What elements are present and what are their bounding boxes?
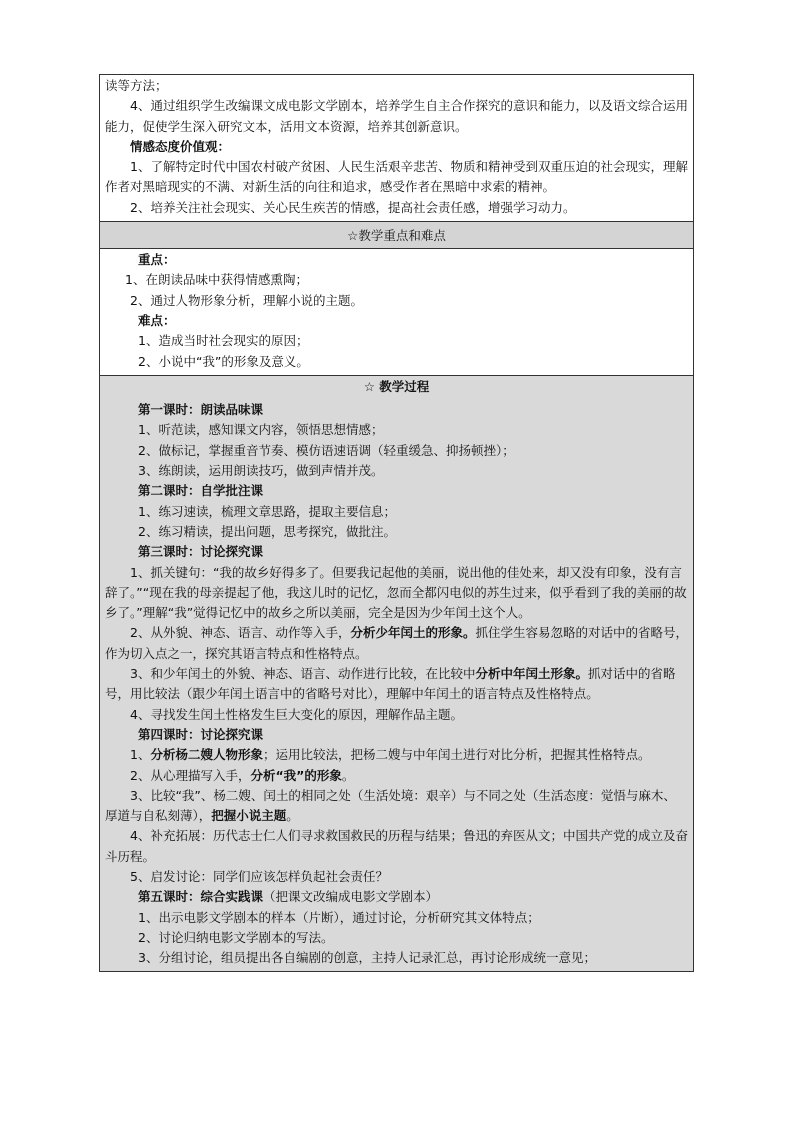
lesson-step: 1、练习速读，梳理文章思路，提取主要信息； — [138, 503, 396, 519]
lesson-step: 5、启发讨论：同学们应该怎样负起社会责任？ — [130, 868, 388, 884]
lesson-step: 3、和少年闰土的外貌、神态、语言、动作进行比较，在比较中分析中年闰土形象。抓对话中的省略号，用比较法（跟少年闰土语言中的省略号对比），理解中年闰土的语言特点及性格特点。 — [105, 666, 676, 702]
lesson-step: 1、分析杨二嫂人物形象；运用比较法，把杨二嫂与中年闰土进行对比分析，把握其性格特点。 — [130, 747, 651, 763]
difficulty-item: 2、小说中“我”的形象及意义。 — [138, 353, 309, 369]
emphasis: 分析“我”的形象 — [250, 767, 342, 783]
lesson-plan-table — [99, 74, 694, 972]
lesson-3-title: 第三课时：讨论探究课 — [138, 544, 264, 560]
lesson-step: 1、出示电影文学剧本的样本（片断），通过讨论，分析研究其文体特点； — [138, 909, 540, 925]
lesson-5-title: 第五课时：综合实践课（把课文改编成电影文学剧本） — [138, 889, 439, 905]
focus-item: 2、通过人物形象分析，理解小说的主题。 — [130, 292, 363, 308]
lesson-step: 2、从外貌、神态、语言、动作等入手，分析少年闰土的形象。抓住学生容易忽略的对话中的省略号，作为切入点之一，探究其语言特点和性格特点。 — [105, 625, 688, 661]
lesson-step: 2、从心理描写入手，分析“我”的形象。 — [130, 767, 355, 783]
lesson-step: 3、比较“我”、杨二嫂、闰土的相同之处（生活处境：艰辛）与不同之处（生活态度：觉悟与麻木、厚道与自私刻薄），把握小说主题。 — [105, 787, 676, 824]
emphasis: 分析少年闰土的形象。 — [350, 625, 476, 641]
lesson-step: 3、练朗读，运用朗读技巧，做到声情并茂。 — [138, 463, 384, 479]
lesson-step: 2、做标记，掌握重音节奏、模仿语速语调（轻重缓急、抑扬顿挫）； — [138, 442, 515, 458]
lesson-step: 2、练习精读，提出问题，思考探究，做批注。 — [138, 523, 396, 539]
lesson-step: 1、听范读，感知课文内容，领悟思想情感； — [138, 422, 384, 438]
key-points-header: ☆教学重点和难点 — [100, 222, 693, 249]
lesson-step: 2、讨论归纳电影文学剧本的写法。 — [138, 929, 334, 945]
emphasis: 分析中年闰土形象。 — [475, 666, 588, 682]
objective-line: 4、通过组织学生改编课文成电影文学剧本，培养学生自主合作探究的意识和能力，以及语文综合运用能力，促使学生深入研究文本，活用文本资源，培养其创新意识。 — [105, 98, 688, 134]
lesson-step: 4、寻找发生闰土性格发生巨大变化的原因，理解作品主题。 — [130, 706, 463, 722]
values-title: 情感态度价值观： — [130, 138, 231, 154]
difficulty-title: 难点： — [138, 312, 176, 328]
lesson-step: 4、补充拓展：历代志士仁人们寻求救国救民的历程与结果；鲁迅的弃医从文；中国共产党的成立及奋斗历程。 — [105, 828, 688, 864]
key-points-section — [100, 249, 693, 376]
lesson-step: 1、抓关键句：“我的故乡好得多了。但要我记起他的美丽，说出他的佳处来，却又没有印象，没有言辞了。”“现在我的母亲提起了他，我这儿时的记忆，忽而全都闪电似的苏生过来，似乎看到了我的美丽的故乡了。”理解“我”觉得记忆中的故乡之所以美丽，完全是因为少年闰土这个人。 — [105, 564, 687, 621]
emphasis: 分析杨二嫂人物形象 — [150, 747, 263, 763]
objective-line: 读等方法； — [105, 78, 168, 93]
objective-line: 2、培养关注社会现实、关心民生疾苦的情感，提高社会责任感，增强学习动力。 — [130, 199, 576, 215]
process-header: ☆ 教学过程 — [363, 378, 430, 394]
focus-title: 重点： — [138, 252, 176, 268]
lesson-1-title: 第一课时：朗读品味课 — [138, 402, 264, 418]
emphasis: 把握小说主题 — [211, 808, 287, 824]
focus-item: 1、在朗读品味中获得情感熏陶； — [125, 272, 308, 288]
lesson-2-title: 第二课时：自学批注课 — [138, 483, 264, 499]
difficulty-item: 1、造成当时社会现实的原因； — [138, 333, 309, 349]
lesson-4-title: 第四课时：讨论探究课 — [138, 726, 264, 742]
objective-line: 1、了解特定时代中国农村破产贫困、人民生活艰辛悲苦、物质和精神受到双重压迫的社会现实，理解作者对黑暗现实的不满、对新生活的向往和追求，感受作者在黑暗中求索的精神。 — [105, 159, 688, 195]
objectives-section — [100, 75, 693, 222]
process-section — [100, 376, 693, 972]
lesson-step: 3、分组讨论，组员提出各自编剧的创意，主持人记录汇总，再讨论形成统一意见； — [138, 950, 596, 966]
